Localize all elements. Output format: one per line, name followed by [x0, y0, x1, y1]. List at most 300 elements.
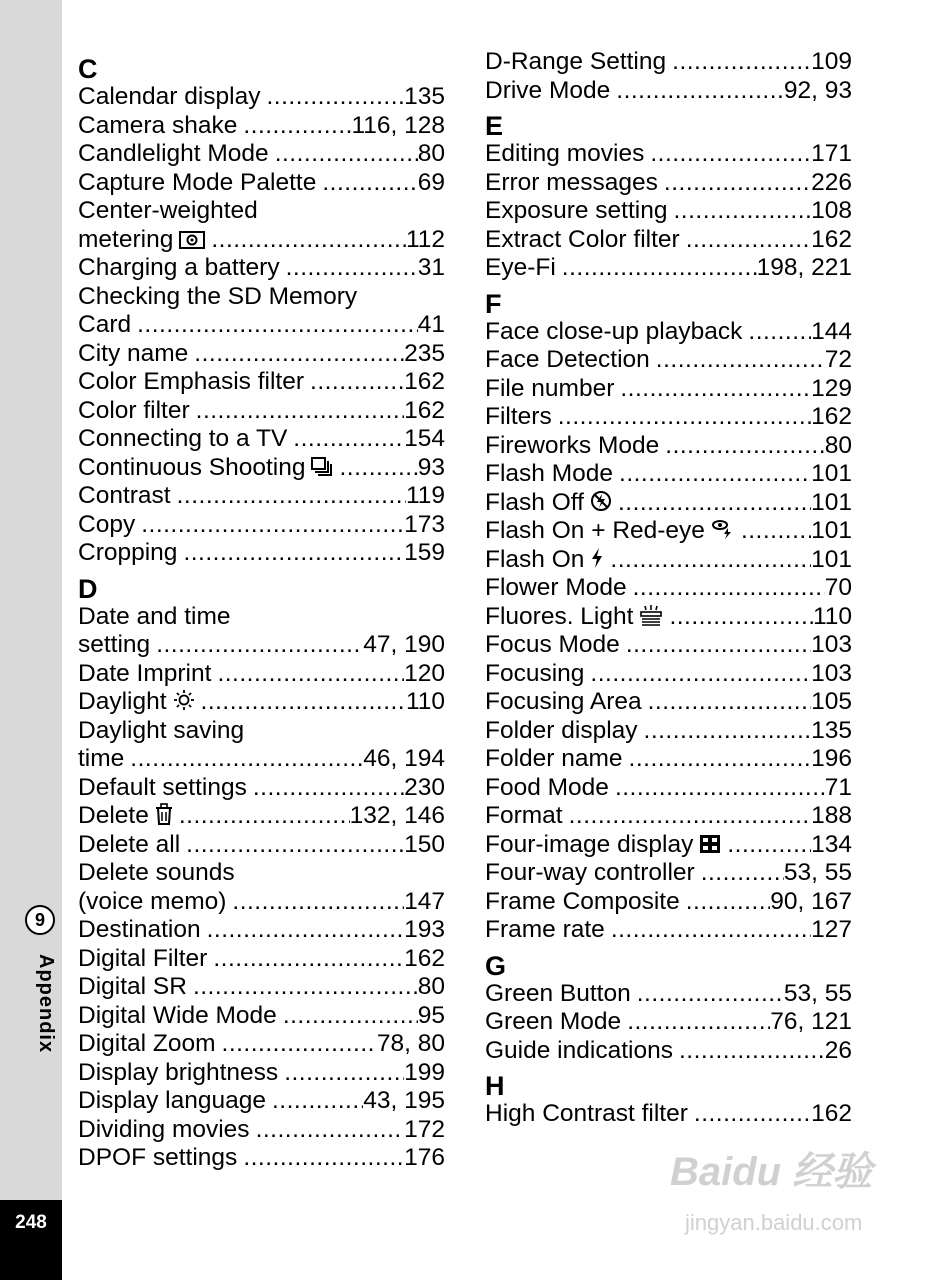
index-entry-text: setting [78, 631, 151, 658]
index-entry-text: Flower Mode [485, 574, 627, 601]
leader-dots [322, 169, 417, 198]
index-entry-label [78, 482, 177, 511]
index-entry-text: Cropping [78, 539, 178, 566]
index-entry [485, 403, 852, 432]
leader-dots [243, 1144, 404, 1173]
leader-dots [562, 254, 757, 283]
index-entry-label [485, 859, 701, 888]
leader-dots [618, 489, 811, 518]
index-entry-label [78, 1144, 243, 1173]
index-entry [78, 802, 445, 831]
index-entry-page: 109 [811, 48, 852, 75]
leader-dots [701, 859, 784, 888]
leader-dots [610, 546, 811, 575]
leader-dots [207, 916, 405, 945]
index-entry-label [78, 169, 322, 198]
index-entry-label [78, 340, 194, 369]
index-entry-text: Flash Off [485, 488, 584, 516]
index-entry-page: 226 [811, 168, 852, 196]
index-entry-text: (voice memo) [78, 887, 227, 915]
index-entry-label [485, 603, 669, 634]
index-entry [78, 945, 445, 974]
index-entry [485, 517, 852, 546]
index-entry-text: Delete all [78, 830, 181, 858]
index-entry-page: 129 [811, 374, 852, 402]
leader-dots [748, 318, 811, 347]
leader-dots [286, 254, 418, 283]
index-entry-page: 135 [811, 716, 852, 744]
index-entry [78, 631, 445, 660]
index-entry-label [485, 318, 748, 347]
index-entry-label [78, 688, 201, 719]
index-entry-page: 116, 128 [351, 111, 445, 139]
index-entry-text: Flash Mode [485, 460, 614, 487]
index-entry [78, 340, 445, 369]
index-entry-text: Charging a battery [78, 254, 280, 281]
leader-dots [679, 1037, 825, 1066]
leader-dots [672, 48, 811, 77]
leader-dots [650, 140, 811, 169]
leader-dots [665, 432, 824, 461]
index-entry-label [485, 1100, 694, 1129]
index-entry-label [78, 425, 293, 454]
index-entry-page: 69 [417, 168, 445, 196]
index-entry-page: 53, 55 [783, 859, 852, 886]
leader-dots [664, 169, 811, 198]
index-entry-text: Four-way controller [485, 859, 695, 886]
index-entry-page: 90, 167 [770, 887, 852, 915]
index-entry [78, 688, 445, 717]
index-entry [78, 311, 445, 340]
leader-dots [569, 802, 812, 831]
index-entry-text: DPOF settings [78, 1144, 238, 1171]
index-entry-label-line1: Center-weighted [78, 197, 258, 224]
index-entry-text: High Contrast filter [485, 1100, 688, 1127]
index-entry-page: 147 [404, 887, 445, 915]
index-entry-page: 171 [811, 140, 852, 167]
index-entry-text: Digital Filter [78, 944, 208, 972]
leader-dots [633, 574, 825, 603]
index-entry-text: Card [78, 311, 132, 338]
index-entry-text: Frame rate [485, 916, 605, 943]
index-entry [78, 1144, 445, 1173]
index-entry-label [485, 660, 590, 689]
index-entry-text: Focusing Area [485, 688, 642, 715]
index-entry-label [78, 631, 156, 660]
section-letter: G [485, 950, 507, 981]
index-entry-label [485, 460, 619, 489]
index-entry-text: Extract Color filter [485, 225, 680, 253]
index-entry-text: metering [78, 225, 174, 253]
index-entry-label [485, 631, 626, 660]
index-entry-label [78, 831, 186, 860]
index-entry-page: 103 [811, 659, 852, 687]
leader-dots [669, 603, 813, 632]
index-entry-label [78, 1059, 284, 1088]
trash-icon [155, 803, 173, 833]
index-entry-text: D-Range Setting [485, 48, 667, 75]
index-entry-label [485, 77, 616, 106]
index-entry-page: 199 [404, 1058, 445, 1086]
index-entry [78, 511, 445, 540]
leader-dots [201, 688, 406, 717]
index-entry-page: 93 [417, 453, 445, 481]
index-entry [485, 546, 852, 575]
index-entry [485, 1037, 852, 1066]
index-entry-text: Connecting to a TV [78, 425, 288, 452]
index-entry-label [78, 745, 130, 774]
index-entry-label [485, 717, 644, 746]
index-entry-page: 76, 121 [770, 1008, 852, 1035]
index-entry-label [78, 539, 183, 568]
flash-on-icon [590, 547, 604, 577]
index-entry-text: Date Imprint [78, 659, 212, 687]
index-entry-page: 159 [404, 539, 445, 566]
index-entry [485, 169, 852, 198]
leader-dots [644, 717, 812, 746]
index-entry [78, 1030, 445, 1059]
index-entry-label [485, 546, 610, 577]
index-entry-text: Dividing movies [78, 1115, 250, 1143]
index-entry [485, 916, 852, 945]
leader-dots [213, 945, 404, 974]
leader-dots [626, 631, 811, 660]
chapter-number-badge: 9 [25, 905, 55, 935]
index-entry-label [485, 48, 672, 77]
index-entry-label [78, 1030, 222, 1059]
index-entry-label [485, 375, 620, 404]
leader-dots [186, 831, 404, 860]
index-entry-text: Face close-up playback [485, 317, 743, 345]
index-entry-text: Green Mode [485, 1008, 622, 1035]
index-entry-text: Flash On [485, 545, 585, 573]
leader-dots [222, 1030, 377, 1059]
index-entry-page: 198, 221 [756, 254, 852, 281]
index-entry-label [78, 802, 179, 833]
index-entry-text: Exposure setting [485, 197, 668, 224]
index-entry-label [485, 254, 562, 283]
daylight-icon [173, 689, 195, 719]
index-entry-label [78, 1116, 256, 1145]
index-entry-label [78, 1087, 272, 1116]
index-entry-label [485, 688, 648, 717]
index-entry-page: 162 [811, 225, 852, 253]
index-entry-label [78, 511, 141, 540]
index-entry-text: Calendar display [78, 83, 261, 110]
index-entry-label [485, 1008, 627, 1037]
index-column-left [78, 48, 445, 1173]
index-column-right [485, 48, 852, 1129]
leader-dots [232, 888, 404, 917]
leader-dots [177, 482, 406, 511]
index-entry-page: 71 [824, 773, 852, 801]
index-entry-label [485, 888, 686, 917]
index-entry [78, 916, 445, 945]
index-entry-label [485, 1037, 679, 1066]
four-image-display-icon [699, 833, 721, 862]
index-entry-page: 162 [404, 368, 445, 395]
index-entry [485, 197, 852, 226]
index-entry-label [78, 774, 253, 803]
index-entry [78, 1002, 445, 1031]
leader-dots [196, 397, 404, 426]
index-entry-text: Focusing [485, 659, 585, 687]
leader-dots [256, 1116, 405, 1145]
leader-dots [656, 346, 825, 375]
index-entry-page: 176 [404, 1144, 445, 1171]
index-entry-page: 70 [824, 574, 852, 601]
leader-dots [620, 375, 811, 404]
index-entry-label [78, 311, 137, 340]
index-entry-label [78, 1002, 283, 1031]
index-entry-text: Guide indications [485, 1036, 673, 1064]
index-entry-page: 150 [404, 830, 445, 858]
index-entry-label [78, 945, 213, 974]
index-entry-label [485, 169, 664, 198]
index-entry-page: 80 [824, 431, 852, 459]
leader-dots [694, 1100, 811, 1129]
index-entry-page: 235 [404, 339, 445, 367]
leader-dots [339, 454, 417, 483]
index-entry-text: File number [485, 374, 615, 402]
index-entry-label-line1: Delete sounds [78, 859, 235, 886]
index-entry-label [78, 660, 217, 689]
leader-dots [284, 1059, 404, 1088]
index-entry-label [78, 888, 232, 917]
index-entry [485, 1008, 852, 1037]
leader-dots [156, 631, 363, 660]
index-entry-page: 120 [404, 659, 445, 687]
index-entry-text: Color filter [78, 396, 190, 424]
index-entry [78, 169, 445, 198]
index-entry-page: 110 [405, 688, 445, 715]
index-entry-label [485, 745, 629, 774]
index-entry-page: 132, 146 [349, 802, 445, 829]
index-entry [78, 397, 445, 426]
index-entry [78, 454, 445, 483]
index-entry-page: 144 [811, 317, 852, 345]
index-entry-page: 78, 80 [376, 1030, 445, 1057]
section-letter: F [485, 288, 502, 319]
index-entry-page: 230 [404, 773, 445, 801]
index-entry-text: Candlelight Mode [78, 140, 269, 167]
index-entry [485, 774, 852, 803]
index-entry-label [485, 197, 674, 226]
index-entry [485, 660, 852, 689]
index-entry-label [78, 397, 196, 426]
leader-dots [616, 77, 784, 106]
index-entry-page: 119 [405, 482, 445, 509]
index-entry-text: Focus Mode [485, 631, 620, 658]
index-entry [78, 774, 445, 803]
index-entry-page: 41 [417, 311, 445, 338]
leader-dots [558, 403, 811, 432]
index-entry-label [485, 432, 665, 461]
index-entry-page: 26 [824, 1036, 852, 1064]
index-entry-label [485, 346, 656, 375]
index-entry [78, 112, 445, 141]
index-entry [485, 48, 852, 77]
index-entry [485, 603, 852, 632]
index-entry-page: 80 [417, 973, 445, 1000]
leader-dots [637, 980, 784, 1009]
center-weighted-metering-icon [179, 228, 205, 257]
index-entry [485, 489, 852, 518]
index-entry-page: 43, 195 [363, 1087, 445, 1114]
leader-dots [590, 660, 811, 689]
leader-dots [183, 539, 404, 568]
section-letter: D [78, 573, 98, 604]
leader-dots [686, 888, 771, 917]
index-entry [485, 745, 852, 774]
leader-dots [193, 973, 418, 1002]
section-letter: H [485, 1071, 505, 1101]
index-entry [485, 631, 852, 660]
index-entry-text: Contrast [78, 482, 171, 509]
leader-dots [741, 517, 811, 546]
index-entry-page: 95 [417, 1001, 445, 1029]
index-entry [78, 482, 445, 511]
index-entry-text: Error messages [485, 168, 658, 196]
index-entry [485, 831, 852, 860]
index-entry-page: 92, 93 [783, 76, 852, 104]
index-entry-label [485, 403, 558, 432]
index-entry-page: 162 [811, 1100, 852, 1127]
leader-dots [243, 112, 351, 141]
watermark [660, 1140, 880, 1250]
index-entry-text: Eye-Fi [485, 254, 556, 281]
index-entry-page: 105 [811, 688, 852, 715]
leader-dots [137, 311, 418, 340]
leader-dots [272, 1087, 363, 1116]
index-entry [78, 745, 445, 774]
index-entry [78, 831, 445, 860]
index-entry [485, 1100, 852, 1129]
index-entry-page: 162 [404, 944, 445, 972]
leader-dots [619, 460, 811, 489]
index-entry-text: Copy [78, 510, 136, 538]
index-entry [78, 254, 445, 283]
index-entry [485, 226, 852, 255]
leader-dots [179, 802, 350, 831]
index-entry-label [78, 368, 310, 397]
leader-dots [275, 140, 418, 169]
index-entry-text: Frame Composite [485, 887, 680, 915]
fluorescent-light-icon [639, 604, 663, 634]
index-entry-page: 162 [404, 396, 445, 424]
index-entry-text: Default settings [78, 773, 247, 801]
index-entry-text: Digital Wide Mode [78, 1001, 277, 1029]
index-entry-page: 134 [811, 830, 852, 858]
leader-dots [267, 83, 405, 112]
section-letter: E [485, 111, 504, 141]
index-entry-text: Filters [485, 403, 552, 430]
index-entry [78, 1059, 445, 1088]
index-entry-label-line1: Date and time [78, 602, 231, 630]
index-entry [485, 980, 852, 1009]
index-entry [485, 318, 852, 347]
leader-dots [686, 226, 811, 255]
index-entry-page: 47, 190 [363, 631, 445, 658]
watermark-url: jingyan.baidu.com [685, 1210, 863, 1235]
index-entry-page: 162 [811, 403, 852, 430]
chapter-label: Appendix [35, 954, 57, 1054]
index-entry-label-line1: Checking the SD Memory [78, 282, 358, 310]
index-entry [485, 888, 852, 917]
index-entry [485, 717, 852, 746]
index-entry [485, 254, 852, 283]
index-entry-page: 46, 194 [363, 745, 445, 772]
index-entry-page: 101 [811, 460, 852, 487]
index-entry-label [485, 980, 637, 1009]
index-entry-text: Continuous Shooting [78, 453, 306, 481]
index-entry-page: 80 [417, 140, 445, 167]
index-entry [485, 346, 852, 375]
index-entry-text: Daylight [78, 688, 167, 715]
index-entry-page: 127 [811, 916, 852, 943]
index-entry-label [78, 454, 339, 485]
index-entry-page: 110 [812, 602, 852, 630]
index-entry-page: 172 [404, 1115, 445, 1143]
index-entry-page: 72 [824, 346, 852, 373]
index-entry-text: Folder display [485, 716, 638, 744]
leader-dots [217, 660, 404, 689]
index-entry-label [485, 226, 686, 255]
index-entry-label [78, 226, 211, 257]
index-entry [485, 688, 852, 717]
leader-dots [627, 1008, 770, 1037]
index-entry-page: 101 [811, 545, 852, 573]
index-entry [485, 432, 852, 461]
index-entry-text: Green Button [485, 979, 631, 1007]
index-entry-label [78, 254, 286, 283]
index-entry-text: Display language [78, 1087, 266, 1114]
index-entry [78, 425, 445, 454]
index-entry-page: 135 [404, 83, 445, 110]
leader-dots [293, 425, 404, 454]
index-entry [485, 140, 852, 169]
index-entry [485, 77, 852, 106]
watermark-logo: Baidu 经验 [670, 1150, 873, 1194]
index-entry-page: 53, 55 [783, 979, 852, 1007]
index-entry-label [78, 112, 243, 141]
index-entry-label [485, 489, 618, 520]
leader-dots [283, 1002, 418, 1031]
index-entry [485, 574, 852, 603]
index-entry-label-line1: Daylight saving [78, 716, 245, 744]
section-letter: C [78, 54, 98, 84]
index-entry-text: Camera shake [78, 111, 238, 139]
index-entry-label [485, 802, 569, 831]
index-entry [78, 888, 445, 917]
leader-dots [629, 745, 812, 774]
index-entry-label [78, 83, 267, 112]
index-entry-text: Color Emphasis filter [78, 368, 305, 395]
index-entry-label [485, 774, 615, 803]
index-entry-page: 112 [405, 225, 445, 253]
index-entry-text: Editing movies [485, 140, 645, 167]
index-entry-page: 196 [811, 745, 852, 772]
index-entry [78, 83, 445, 112]
index-entry-label [485, 140, 650, 169]
leader-dots [727, 831, 811, 860]
index-entry-page: 31 [417, 254, 445, 281]
index-entry-text: Four-image display [485, 830, 694, 858]
index-entry [78, 226, 445, 255]
index-entry [78, 1087, 445, 1116]
index-entry-page: 101 [811, 488, 852, 516]
index-entry-label [485, 517, 741, 548]
